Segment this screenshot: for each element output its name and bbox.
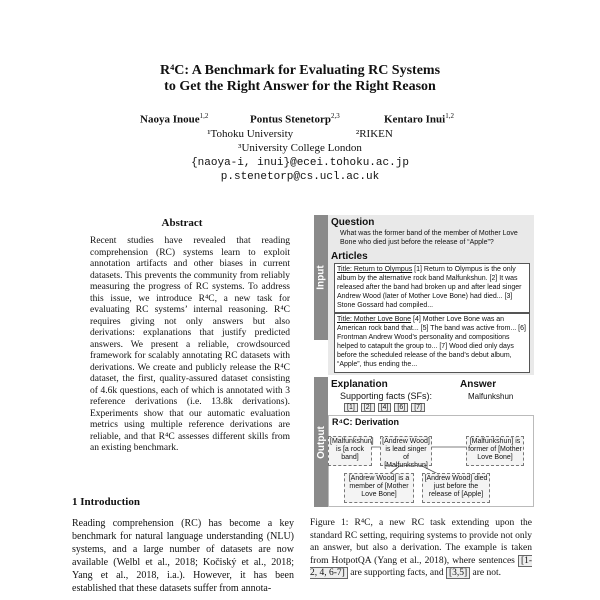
answer-heading: Answer [460,379,497,390]
caption-text: Figure 1: R⁴C, a new RC task extending upon the standard RC setting, requiring systems to provide not only an answer, but also a derivation. The example is taken from HotpotQA (Yang et al., 2018), where sentences [310,518,532,566]
figure-caption [310,517,532,580]
article-card-2 [334,313,530,373]
derivation-node-3: [Malfunkshun] is former of [Mother Love Bone] [466,436,524,466]
answer-text: Malfunkshun [468,392,514,401]
paper-title-line-2: to Get the Right Answer for the Right Reason [164,79,436,94]
caption-tag-nonsupporting: [3,5] [446,567,470,579]
author-list [0,112,600,128]
article-2-text: [4] Mother Love Bone was an American rock band that... [5] The band was active from... [6] Frontman Andrew Wood’s personality and compositions helped to catapult the group to... [7] Wood died only days before the scheduled release of the band’s debut album, “Apple”, thus ending the... [337,316,526,368]
caption-end: are not. [472,568,502,578]
affiliation-tohoku: ¹Tohoku University [207,128,294,140]
derivation-node-5: [Andrew Wood] died just before the release of [Apple] [422,473,490,503]
caption-tag-supporting: [1-2, 4, 6-7] [310,555,533,578]
supporting-facts-list [344,403,425,412]
input-band [314,215,328,340]
article-card-1 [334,263,530,313]
sf-tag: [1] [344,403,358,412]
affiliation-ucl: ³University College London [238,142,362,154]
email-2: p.stenetorp@cs.ucl.ac.uk [220,171,380,183]
affiliation-line-1 [0,128,600,141]
supporting-facts-label: Supporting facts (SFs): [340,391,433,401]
sf-tag: [6] [394,403,408,412]
figure-1 [314,215,534,515]
sf-tag: [2] [361,403,375,412]
output-band [314,377,328,507]
input-label: Input [315,265,327,290]
author-3: Kentaro Inui$^{1,2}$ [384,112,454,126]
derivation-node-1: [Malfunkshun] is [a rock band] [328,436,372,466]
email-1: {naoya-i, inui}@ecei.tohoku.ac.jp [191,157,409,169]
output-label: Output [315,425,327,459]
sf-tag: [4] [378,403,392,412]
articles-heading: Articles [331,251,368,262]
affiliation-riken: ²RIKEN [355,128,393,140]
article-1-text: [1] Return to Olympus is the only album by the alternative rock band Malfunkshun. [2] It was released after the band had broken up and after lead singer Andrew Wood (later of Mother Love Bone) had died... [3] Stone Gossard had compiled... [337,266,522,309]
question-text: What was the former band of the member of Mother Love Bone who died just before the release of “Apple”? [340,230,518,246]
derivation-node-4: [Andrew Wood] is a member of [Mother Love Bone] [344,473,414,503]
abstract-heading: Abstract [161,217,203,229]
question-heading: Question [331,217,375,228]
article-1-title: Title: Return to Olympus [337,266,413,273]
derivation-label: R⁴C: Derivation [332,417,399,427]
paper-title-line-1: R⁴C: A Benchmark for Evaluating RC Systems [159,63,441,78]
intro-heading: 1 Introduction [72,496,140,508]
derivation-node-2: [Andrew Wood] is lead singer of [Malfunkshun] [380,436,432,466]
caption-mid: are supporting facts, and [350,568,444,578]
intro-text: Reading comprehension (RC) has become a key benchmark for natural language understanding (NLU) systems, and a large number of datasets are now available (Welbl et al., 2018; Kočiský et al., 2018; Yang et al., 2018, i.a.). However, it has been established that these datasets suffer from annota- [72,518,294,594]
explanation-heading: Explanation [331,379,388,390]
article-2-title: Title: Mother Love Bone [337,316,412,323]
author-2: Pontus Stenetorp$^{2,3}$ [250,112,340,126]
abstract-text: Recent studies have revealed that reading comprehension (RC) systems learn to exploit annotation artifacts and other biases in current datasets. This prevents the community from reliably measuring the progress of RC systems. To address this issue, we introduce R⁴C, a new task for evaluating RC systems’ internal reasoning. R⁴C requires giving not only answers but also derivations: explanations that justify predicted answers. We present a reliable, crowdsourced framework for scalably annotating RC datasets with derivations. We create and publicly release the R⁴C dataset, the first, quality-assured dataset consisting of 4.6k questions, each of which is annotated with 3 reference derivations (i.e. 13.8k derivations). Experiments show that our automatic evaluation metrics using multiple reference derivations are reliable, and that R⁴C assesses different skills from an existing benchmark. [90,236,290,453]
author-1: Naoya Inoue$^{1,2}$ [140,112,209,126]
sf-tag: [7] [411,403,425,412]
